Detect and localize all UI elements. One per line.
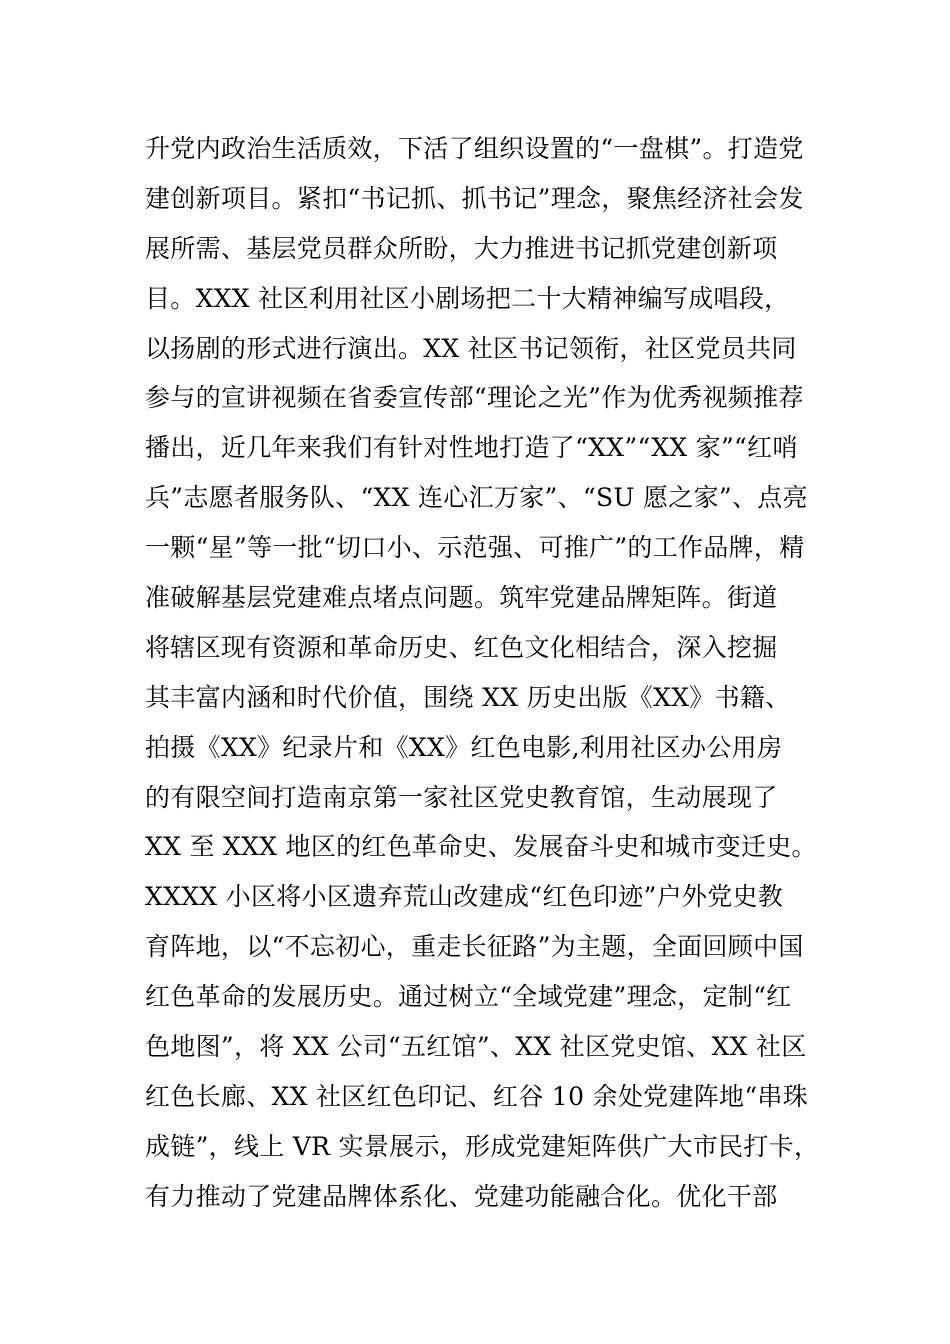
text-line: 一颗“星”等一批“切口小、示范强、可推广”的工作品牌，精 xyxy=(145,533,805,563)
text-line: 目。XXX 社区利用社区小剧场把二十大精神编写成唱段， xyxy=(145,283,790,313)
text-line: 展所需、基层党员群众所盼，大力推进书记抓党建创新项 xyxy=(145,233,778,263)
text-line: 兵”志愿者服务队、“XX 连心汇万家”、“SU 愿之家”、点亮 xyxy=(145,483,808,513)
text-line: 有力推动了党建品牌体系化、党建功能融合化。优化干部 xyxy=(145,1181,778,1211)
text-line: 色地图”，将 XX 公司“五红馆”、XX 社区党史馆、XX 社区 xyxy=(145,1032,807,1062)
text-line: 红色长廊、XX 社区红色印记、红谷 10 余处党建阵地“串珠 xyxy=(145,1081,809,1111)
text-line: 成链”，线上 VR 实景展示，形成党建矩阵供广大市民打卡， xyxy=(145,1131,820,1161)
text-line: 将辖区现有资源和革命历史、红色文化相结合，深入挖掘 xyxy=(145,632,778,662)
text-line: 的有限空间打造南京第一家社区党史教育馆，生动展现了 xyxy=(145,782,778,812)
text-line: 拍摄《XX》纪录片和《XX》红色电影,利用社区办公用房 xyxy=(145,732,783,762)
body-paragraph xyxy=(145,124,835,1222)
text-line: 参与的宣讲视频在省委宣传部“理论之光”作为优秀视频推荐 xyxy=(145,383,804,413)
text-line: 升党内政治生活质效，下活了组织设置的“一盘棋”。打造党 xyxy=(145,134,804,163)
text-line: 红色革命的发展历史。通过树立“全域党建”理念，定制“红 xyxy=(145,982,792,1012)
text-line: 播出，近几年来我们有针对性地打造了“XX”“XX 家”“红哨 xyxy=(145,433,798,463)
text-line: 以扬剧的形式进行演出。XX 社区书记领衔，社区党员共同 xyxy=(145,333,797,363)
text-line: 建创新项目。紧扣“书记抓、抓书记”理念，聚焦经济社会发 xyxy=(145,183,804,213)
text-line: 育阵地，以“不忘初心，重走长征路”为主题，全面回顾中国 xyxy=(145,932,804,962)
text-line: XX 至 XXX 地区的红色革命史、发展奋斗史和城市变迁史。 xyxy=(145,832,817,862)
text-line: XXXX 小区将小区遗弃荒山改建成“红色印迹”户外党史教 xyxy=(145,882,784,912)
text-line: 准破解基层党建难点堵点问题。筑牢党建品牌矩阵。街道 xyxy=(145,583,778,613)
text-line: 其丰富内涵和时代价值，围绕 XX 历史出版《XX》书籍、 xyxy=(145,682,791,712)
